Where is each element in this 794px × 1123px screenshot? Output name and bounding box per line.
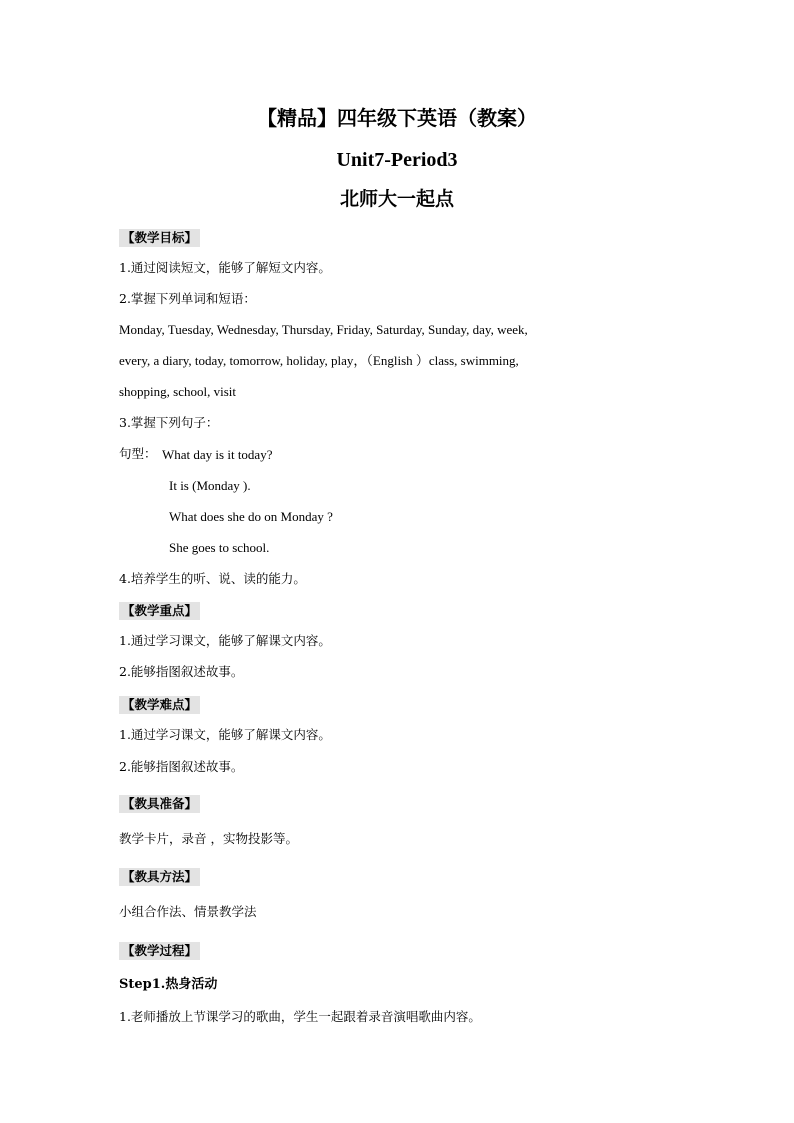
step1-item-1: 1.老师播放上节课学习的歌曲，学生一起跟着录音演唱歌曲内容。 (119, 1009, 481, 1024)
objectives-label: 【教学目标】 (119, 229, 200, 247)
methods-text: 小组合作法、情景教学法 (119, 904, 257, 919)
objective-3: 3.掌握下列句子： (119, 415, 219, 430)
objective-2: 2.掌握下列单词和短语： (119, 291, 256, 306)
sentence-2: It is (Monday ). (169, 478, 251, 493)
words-line-2: every, a diary, today, tomorrow, holiday, play，（English ）class, swimming, (119, 353, 519, 368)
difficulty-2: 2.能够指图叙述故事。 (119, 759, 244, 774)
unit-heading: Unit7-Period3 (336, 149, 458, 171)
words-line-1: Monday, Tuesday, Wednesday, Thursday, Friday, Saturday, Sunday, day, week, (119, 322, 528, 337)
keypoint-1: 1.通过学习课文，能够了解课文内容。 (119, 633, 331, 648)
difficulty-1: 1.通过学习课文，能够了解课文内容。 (119, 727, 331, 742)
materials-text: 教学卡片，录音 ，实物投影等。 (119, 831, 298, 846)
document-title: 【精品】四年级下英语（教案） (257, 106, 537, 130)
sentence-1: What day is it today? (162, 447, 273, 462)
sentence-label: 句型： (119, 446, 157, 461)
step1-title: Step1.热身活动 (119, 977, 218, 992)
objective-4: 4.培养学生的听、说、读的能力。 (119, 571, 306, 586)
difficulties-label: 【教学难点】 (119, 696, 200, 714)
process-label: 【教学过程】 (119, 942, 200, 960)
objective-1: 1.通过阅读短文，能够了解短文内容。 (119, 260, 331, 275)
words-line-3: shopping, school, visit (119, 384, 237, 399)
methods-label: 【教具方法】 (119, 868, 200, 886)
materials-label: 【教具准备】 (119, 795, 200, 813)
sentence-4: She goes to school. (169, 540, 270, 555)
publisher-heading: 北师大一起点 (339, 188, 454, 210)
keypoints-label: 【教学重点】 (119, 602, 200, 620)
sentence-3: What does she do on Monday ? (169, 509, 333, 524)
keypoint-2: 2.能够指图叙述故事。 (119, 664, 244, 679)
